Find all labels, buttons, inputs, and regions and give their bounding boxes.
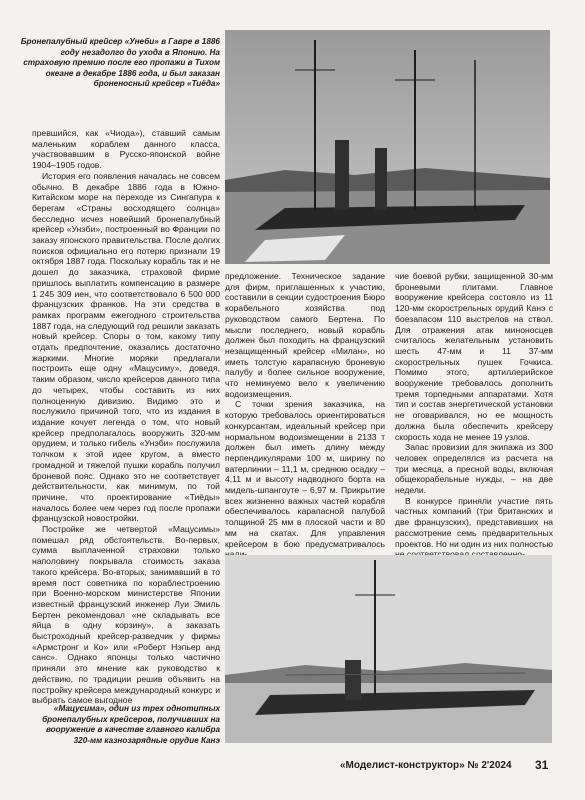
column-1-paragraph: История его появления началась не совсем обычно. В декабре 1886 года в Южно-Китайском море на переходе из Сингапура к берегам «Страны восходящего солнца» бесследно исчез новейший бронепалубный крейсер «Унэби», построенный во Франции по заказу японского правительства. После долгих поисков официально его потерю признали 19 октября 1887 года. Поскольку корабль так и не дошел до заказчика, страховой фирме пришлось выплатить компенсацию в размере 1 245 309 иен, что соответствовало 6 500 000 французских франков. На эти средства в рамках программ ежегодного строительства 1887 года, на следующий год решили заказать новый крейсер. Споры о том, какому типу отдать предпочтение, оказались достаточно жаркими. Многие моряки предлагали построить еще одну «Мацусиму», доведя, таким образом, число крейсеров данного типа до четырех, чтобы составить из них полноценную дивизию. Видимо это и послужило причиной того, что из издания в издание кочует легенда о том, что новый крейсер предполагалось вооружить 320-мм орудием, и только гибель «Унэби» послужила толчком к этой идее кругом, а вместо громадной и тяжелой пушки корабль получил броневой пояс. Однако это не соответствует действительности, как минимум, по той причине, что проектирование «Тиёды» началось более чем через год после пропажи французской новостройки. [32,170,220,524]
ship-illustration-top [225,30,550,264]
bottom-photo-caption: «Мацусима», один из трех однотипных бронепалубных крейсеров, получивших на вооружение в качестве главного калибра 320-мм казнозарядные орудие Канэ [42,704,220,745]
column-1-paragraph: Постройке же четвертой «Мацусимы» помешал ряд обстоятельств. Во-первых, сумма выплаченной страховки только наполовину покрывала стоимость заказа такого крейсера. Во-вторых, занимавший в то время пост советника по кораблестроению при Военно-морском министерстве Японии известный французский инженер Луи Эмиль Бертен рекомендовал «не складывать все яйца в одну корзину», а заказать быстроходный крейсер-разведчик у фирмы «Армстронг и Ко» или «Роберт Нэпьер анд санс». Однако японцы только частично приняли это мнение как руководство к действию, по традиции решив объявить на постройку крейсера международный конкурс и выбрать самое выгодное [32,524,220,706]
column-3-paragraph: В конкурсе приняли участие пять частных компаний (три британских и две французских), представивших на рассмотрение семь предварительных проектов. Но ни один из них полностью [395,495,553,549]
magazine-title: «Моделист-конструктор» № 2'2024 [340,760,512,771]
ship-illustration-bottom [225,555,552,743]
column-2-paragraph: С точки зрения заказчика, на которую требовалось ориентироваться конкурсантам, идеальный крейсер при нормальном водоизмещении в 2133 т должен был иметь длину между перпендикулярами 100 м, ширину по ватерлинии – 11,1 м, среднюю осадку – 4,11 м и высоту надводного борта на мидель-шпангоуте – 6,97 м. Прикрытие всех жизненно важных частей корабля обеспечивалось карапасной палубой толщиной 25 мм в плоской части и 80 мм на скатах. Для управления крейсером в бою предусматривалось [225,399,385,549]
column-1-paragraph: превшийся, как «Чиода»), ставший самым маленьким кораблем данного класса, участвовавшим в Русско-японской войне 1904–1905 годов. [32,128,220,171]
photo-cruiser-matsushima [225,555,552,743]
column-3-paragraph: чие боевой рубки, защищенной 30-мм броневыми плитами. Главное вооружение крейсера состояло из 11 120-мм скорострельных орудий Канэ с боезапасом 110 выстрелов на ствол. Для отражения атак миноносцев считалось желательным установить шесть 47-мм и 11 37-мм скорострельных пушек Гочкиса. Помимо этого, артиллерийское вооружение требовалось дополнить тремя торпедными аппаратами. Хотя тип и состав энергетической установки не оговаривался, но ее мощность должна была обеспечить крейсеру скорость хода не менее 19 узлов. [395,271,553,442]
photo-cruiser-unebi [225,30,550,264]
column-3-paragraph: Запас провизии для экипажа из 300 человек определялся из расчета на три месяца, а пресной воды, включая общекорабельные нужды, – на две недели. [395,442,553,496]
column-2-paragraph: предложение. Техническое задание для фирм, приглашенных к участию, составили в секции судостроения Бюро корабельного хозяйства под руководством самого Бертена. По мысли последнего, новый корабль должен был походить на французский незащищенный крейсер «Милан», но иметь толстую карапасную броневую палубу и более сильное вооружение, что неминуемо вело к увеличению водоизмещения. [225,271,385,399]
top-photo-caption: Бронепалубный крейсер «Унеби» в Гавре в 1886 году незадолго до ухода в Японию. На страховую премию после его пропажи в Тихом океане в декабре 1886 года, и был заказан броненосный крейсер «Тиёда» [20,37,220,89]
column-2-text [225,271,385,551]
column-3-text [395,271,553,551]
page-number: 31 [535,758,549,772]
column-1-text [32,128,220,706]
